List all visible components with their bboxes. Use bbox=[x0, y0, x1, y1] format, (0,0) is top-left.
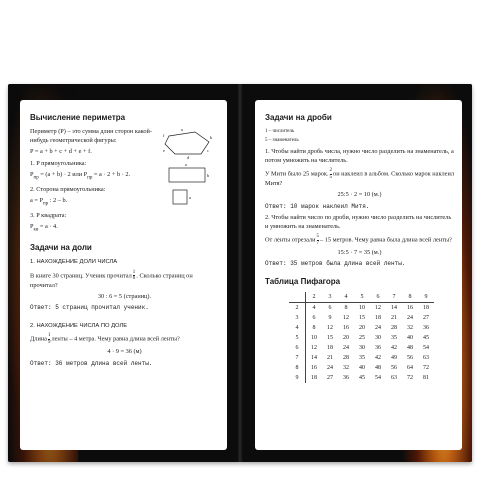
table-cell: 40 bbox=[407, 335, 413, 342]
book-spine bbox=[237, 84, 243, 462]
fraction-tasks-title: Задачи на доли bbox=[30, 242, 92, 252]
table-cell: 18 bbox=[423, 305, 429, 312]
table-header-cell: 4 bbox=[338, 292, 354, 303]
table-cell: 42 bbox=[375, 355, 381, 362]
table-cell: 6 bbox=[312, 315, 316, 322]
table-cell: 4 bbox=[312, 305, 316, 312]
table-header-cell: 9 bbox=[418, 292, 434, 303]
task2-fraction: $\frac{1}{9}$ bbox=[47, 333, 51, 345]
table-header-cell: 2 bbox=[306, 292, 323, 303]
table-cell: 36 bbox=[375, 345, 381, 352]
table-cell: 15 bbox=[327, 335, 333, 342]
ex1-calc: 25:5 · 2 = 10 (м.) bbox=[337, 191, 382, 199]
table-cell: 45 bbox=[359, 375, 365, 382]
table-cell: 32 bbox=[343, 365, 349, 372]
pythagoras-table bbox=[289, 292, 434, 383]
task1-heading: 1. НАХОЖДЕНИЕ ДОЛИ ЧИСЛА bbox=[30, 259, 118, 266]
task2-heading: 2. НАХОЖДЕНИЕ ЧИСЛА ПО ДОЛЕ bbox=[30, 322, 128, 329]
item3-formula: $P_{кв} = a \cdot 4$. bbox=[30, 223, 58, 233]
table-cell: 45 bbox=[423, 335, 429, 342]
legend-numerator: 1 – числитель bbox=[265, 129, 295, 135]
table-cell: 18 bbox=[375, 315, 381, 322]
table-cell: 14 bbox=[311, 355, 317, 362]
perimeter-title: Вычисление периметра bbox=[30, 113, 126, 122]
table-row-key: 8 bbox=[289, 363, 306, 373]
table-cell: 28 bbox=[343, 355, 349, 362]
table-cell: 8 bbox=[312, 325, 316, 332]
rect-label-b: b bbox=[207, 173, 209, 179]
table-cell: 21 bbox=[391, 315, 397, 322]
ex2-calc: 15:5 · 7 = 35 (м.) bbox=[337, 249, 382, 257]
table-cell: 18 bbox=[327, 345, 333, 352]
table-cell: 56 bbox=[407, 355, 413, 362]
pythagoras-title: Таблица Пифагора bbox=[265, 276, 341, 286]
fractions-title: Задачи на дроби bbox=[265, 113, 332, 122]
table-cell: 12 bbox=[311, 345, 317, 352]
rule2: 2. Чтобы найти число по дроби, нужно число разделить на числитель и умножить на знаменатель. bbox=[265, 214, 452, 230]
table-cell: 16 bbox=[311, 365, 317, 372]
table-cell: 16 bbox=[343, 325, 349, 332]
left-page bbox=[20, 100, 227, 450]
table-cell: 15 bbox=[359, 315, 365, 322]
table-header-cell: 8 bbox=[402, 292, 418, 303]
item3-label: 3. P квадрата: bbox=[30, 211, 67, 219]
table-row bbox=[289, 373, 434, 383]
table-cell: 63 bbox=[391, 375, 397, 382]
para-label-f: f bbox=[163, 133, 165, 139]
item1-formula: $P_{пр} = (a + b) \cdot 2$ или $P_{пр} = a \cdot 2 + b \cdot 2$. bbox=[30, 171, 131, 181]
table-cell: 36 bbox=[423, 325, 429, 332]
para-label-d: d bbox=[187, 155, 189, 161]
table-cell: 32 bbox=[407, 325, 413, 332]
para-label-a: a bbox=[181, 128, 183, 133]
table-cell: 6 bbox=[328, 305, 332, 312]
table-cell: 48 bbox=[375, 365, 381, 372]
table-cell: 25 bbox=[359, 335, 365, 342]
table-cell: 12 bbox=[375, 305, 381, 312]
table-cell: 16 bbox=[407, 305, 413, 312]
table-cell: 20 bbox=[343, 335, 349, 342]
table-cell: 24 bbox=[375, 325, 381, 332]
table-row-key: 7 bbox=[289, 353, 306, 363]
table-cell: 8 bbox=[344, 305, 348, 312]
table-cell: 24 bbox=[327, 365, 333, 372]
geometry-shapes bbox=[163, 128, 219, 237]
table-row bbox=[289, 333, 434, 343]
task1-answer: Ответ: 5 страниц прочитал ученик. bbox=[30, 304, 149, 312]
table-row-key: 9 bbox=[289, 373, 306, 383]
table-cell: 54 bbox=[375, 375, 381, 382]
table-row bbox=[289, 303, 434, 314]
item1-label: 1. P прямоугольника: bbox=[30, 159, 87, 167]
table-cell: 14 bbox=[391, 305, 397, 312]
table-cell: 21 bbox=[327, 355, 333, 362]
table-row-key: 3 bbox=[289, 313, 306, 323]
table-row-key: 2 bbox=[289, 303, 306, 314]
table-row bbox=[289, 353, 434, 363]
table-cell: 12 bbox=[327, 325, 333, 332]
rect-label-a: a bbox=[185, 162, 187, 168]
table-cell: 30 bbox=[375, 335, 381, 342]
table-cell: 63 bbox=[423, 355, 429, 362]
table-cell: 42 bbox=[391, 345, 397, 352]
ex2-text: От ленты отрезали $\frac{5}{7}$ – 15 метров. Чему равна была длина всей ленты? bbox=[265, 234, 452, 246]
table-row-key: 5 bbox=[289, 333, 306, 343]
table-header-cell: 7 bbox=[386, 292, 402, 303]
table-cell: 20 bbox=[359, 325, 365, 332]
table-cell: 10 bbox=[311, 335, 317, 342]
task1-fraction: $\frac{1}{6}$ bbox=[132, 269, 136, 282]
para-label-c: c bbox=[207, 148, 209, 154]
right-page bbox=[255, 100, 462, 450]
table-cell: 72 bbox=[407, 375, 413, 382]
table-cell: 72 bbox=[423, 365, 429, 372]
table-row bbox=[289, 313, 434, 323]
table-cell: 36 bbox=[343, 375, 349, 382]
table-cell: 64 bbox=[407, 365, 413, 372]
perimeter-formula: P = a + b + c + d + e + f. bbox=[30, 148, 92, 156]
ex2-fraction: $\frac{5}{7}$ bbox=[316, 234, 320, 246]
table-cell: 30 bbox=[359, 345, 365, 352]
table-header-row bbox=[289, 292, 434, 303]
table-cell: 54 bbox=[423, 345, 429, 352]
table-corner-cell bbox=[289, 292, 306, 303]
table-cell: 24 bbox=[407, 315, 413, 322]
square-shape bbox=[173, 190, 187, 204]
rectangle-shape bbox=[169, 168, 205, 182]
para-label-e: e bbox=[163, 148, 165, 154]
rule1: 1. Чтобы найти дробь числа, нужно число разделить на знаменатель, а потом умножить на числитель. bbox=[265, 148, 454, 164]
perimeter-definition: Периметр (P) – это сумма длин сторон какой-нибудь геометрической фигуры: bbox=[30, 128, 152, 144]
table-row-key: 6 bbox=[289, 343, 306, 353]
task2-calc: 4 · 9 = 36 (м) bbox=[107, 348, 142, 356]
table-cell: 81 bbox=[423, 375, 429, 382]
ex2-answer: Ответ: 35 метров была длина всей ленты. bbox=[265, 260, 406, 268]
table-row bbox=[289, 343, 434, 353]
task1-text: В книге 30 страниц. Ученик прочитал $\frac{1}{6}$ . Сколько страниц он прочитал? bbox=[30, 269, 193, 289]
table-row bbox=[289, 363, 434, 373]
shapes-figure bbox=[163, 128, 219, 218]
table-cell: 48 bbox=[407, 345, 413, 352]
table-cell: 10 bbox=[359, 305, 365, 312]
table-cell: 49 bbox=[391, 355, 397, 362]
task2-text: Длина $\frac{1}{9}$ ленты – 4 метра. Чему равна длина всей ленты? bbox=[30, 333, 180, 345]
table-cell: 12 bbox=[343, 315, 349, 322]
item2-formula: $a = P_{пр}$ : 2 – b. bbox=[30, 197, 68, 207]
table-cell: 35 bbox=[359, 355, 365, 362]
table-cell: 27 bbox=[327, 375, 333, 382]
item2-label: 2. Сторона прямоугольника: bbox=[30, 185, 106, 193]
ex1-text: У Мити было 25 марок. $\frac{2}{5}$ он наклеил в альбом. Сколько марок наклеил Митя? bbox=[265, 168, 454, 188]
table-header-cell: 6 bbox=[370, 292, 386, 303]
square-label-a: a bbox=[189, 195, 191, 201]
ex1-fraction: $\frac{2}{5}$ bbox=[329, 168, 333, 180]
hexagon-shape bbox=[165, 132, 209, 154]
table-row bbox=[289, 323, 434, 333]
table-cell: 9 bbox=[328, 315, 332, 322]
table-cell: 27 bbox=[423, 315, 429, 322]
table-cell: 56 bbox=[391, 365, 397, 372]
ex1-answer: Ответ: 10 марок наклеил Митя. bbox=[265, 202, 370, 210]
table-header-cell: 5 bbox=[354, 292, 370, 303]
task2-answer: Ответ: 36 метров длина всей ленты. bbox=[30, 359, 153, 367]
table-cell: 28 bbox=[391, 325, 397, 332]
legend-denominator: 5 – знаменатель bbox=[265, 137, 299, 143]
task1-calc: 30 : 6 = 5 (страниц). bbox=[97, 293, 152, 301]
table-cell: 40 bbox=[359, 365, 365, 372]
table-row-key: 4 bbox=[289, 323, 306, 333]
table-cell: 18 bbox=[311, 375, 317, 382]
table-cell: 24 bbox=[343, 345, 349, 352]
table-cell: 35 bbox=[391, 335, 397, 342]
table-header-cell: 3 bbox=[322, 292, 338, 303]
open-book bbox=[8, 84, 472, 462]
para-label-b: b bbox=[210, 135, 212, 141]
